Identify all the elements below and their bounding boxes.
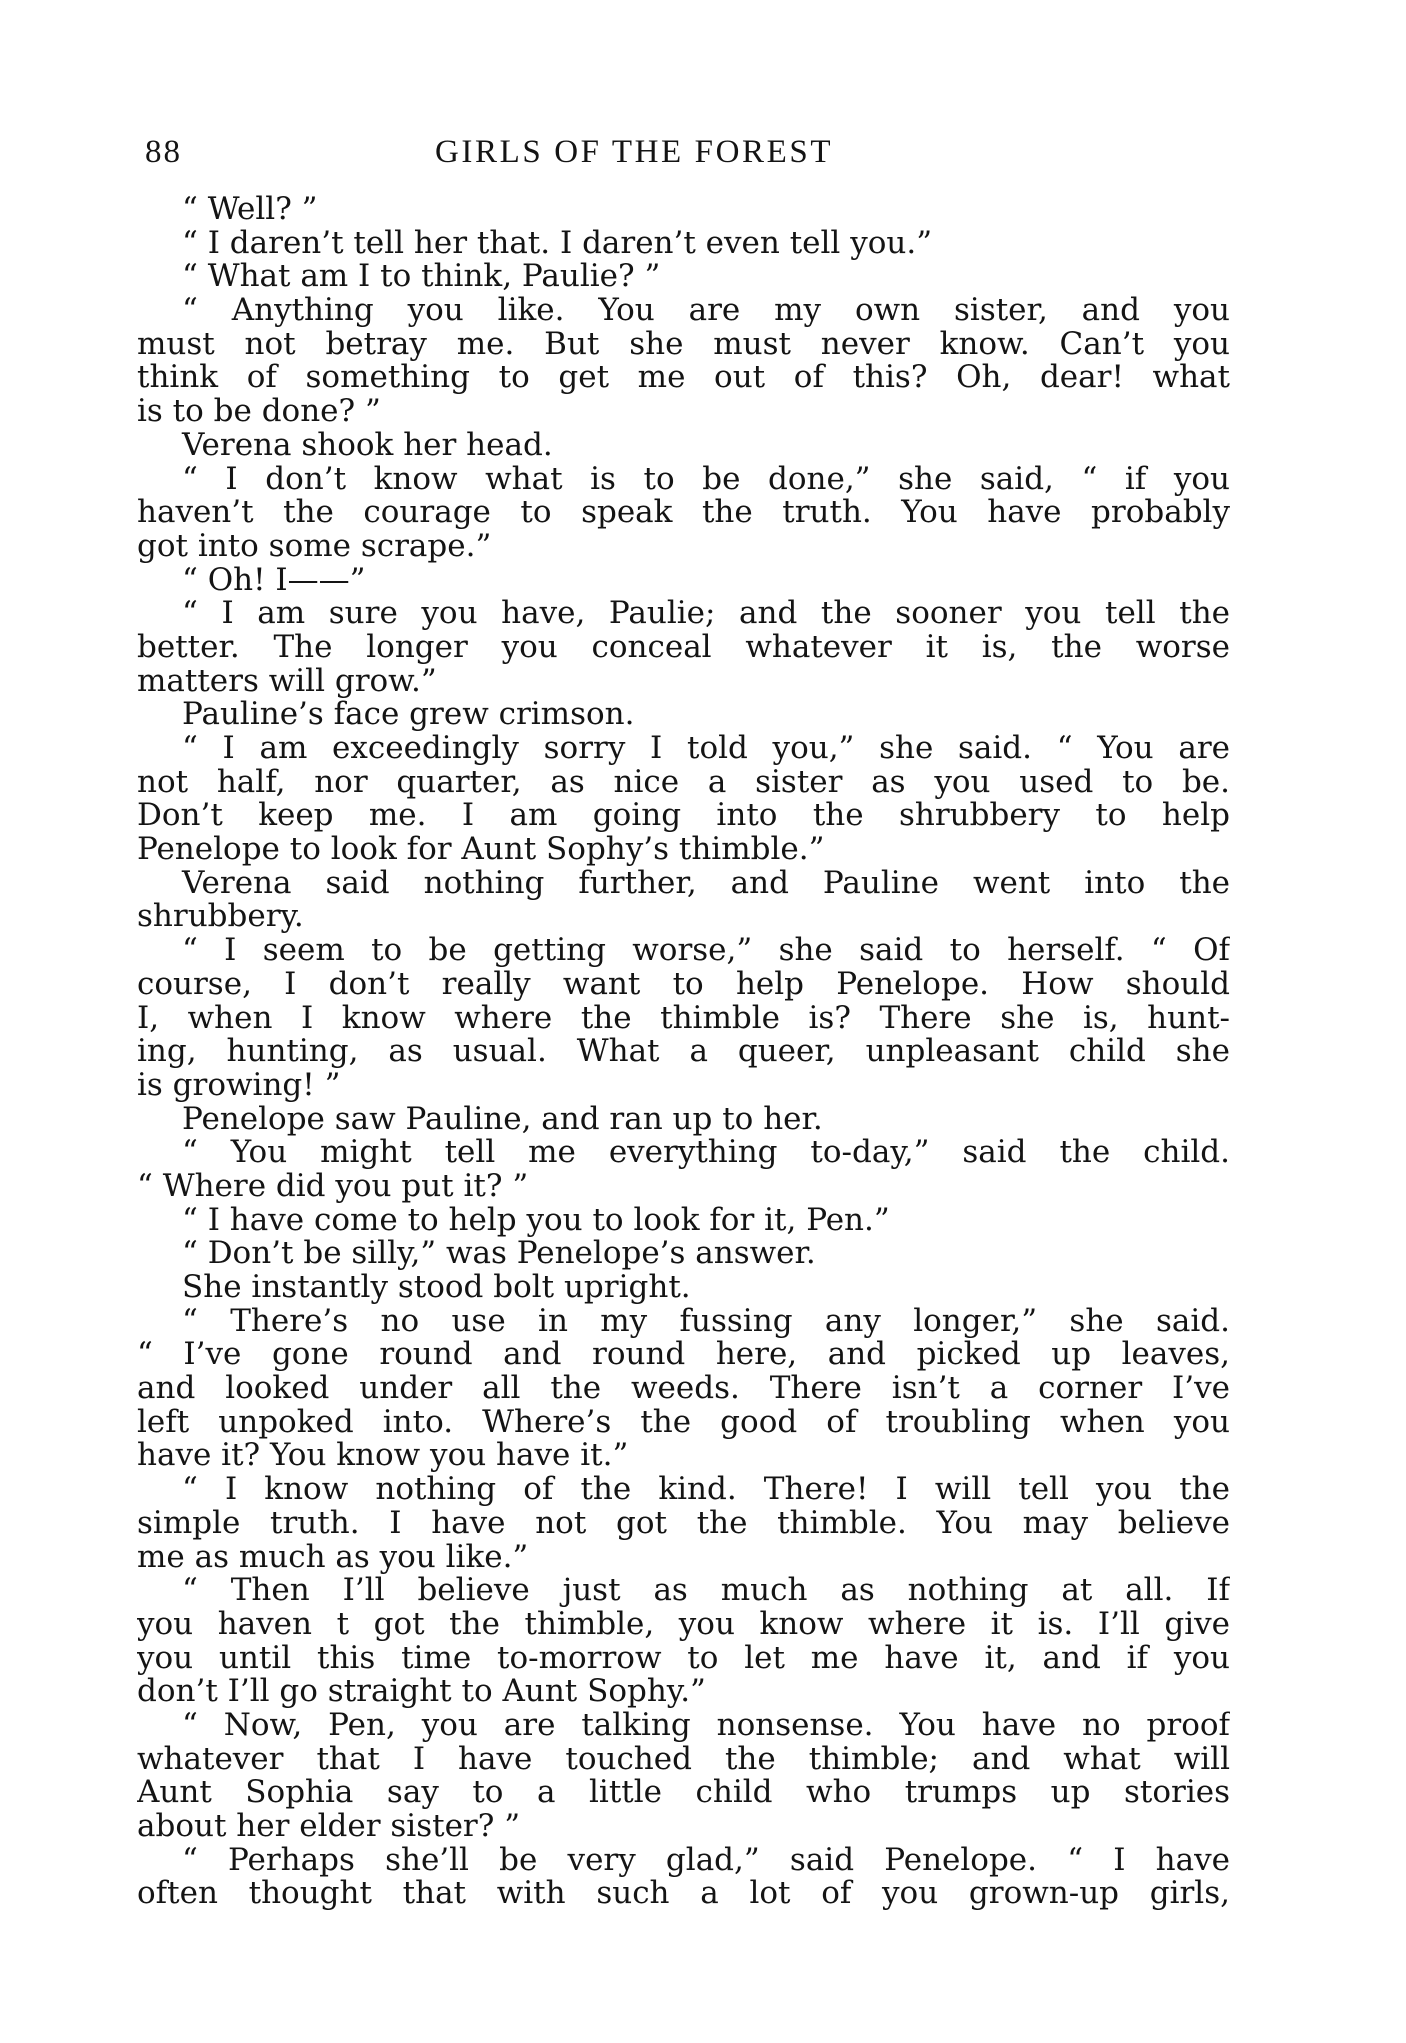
text-line: “ Where did you put it? ” [137,1169,529,1204]
text-line: “ I am sure you have, Paulie; and the sooner you tell the [182,597,1230,631]
running-title: GIRLS OF THE FOREST [435,134,834,170]
text-line: “ You might tell me everything to-day,” said the child. [182,1136,1230,1170]
text-line: “ I am exceedingly sorry I told you,” she said. “ You are [182,732,1230,766]
text-line: and looked under all the weeds. There isn’t a corner I’ve [137,1372,1230,1406]
text-line: “ Well? ” [182,193,318,227]
text-line: think of something to get me out of this? Oh, dear! what [137,361,1230,396]
text-line: “ I daren’t tell her that. I daren’t even tell you.” [182,226,933,261]
text-line: “ Anything you like. You are my own sister, and you [182,294,1230,328]
text-line: ing, hunting, as usual. What a queer, unpleasant child she [137,1035,1230,1069]
text-line: “ Now, Pen, you are talking nonsense. You have no proof [182,1708,1230,1743]
text-line: “ There’s no use in my fussing any longer,” she said. [182,1304,1230,1339]
text-line: left unpoked into. Where’s the good of troubling when you [137,1405,1230,1440]
page-number: 88 [145,134,182,170]
text-line: often thought that with such a lot of you grown-up girls, [137,1877,1230,1912]
body-text [137,193,1230,1911]
text-line: you haven t got the thimble, you know where it is. I’ll give [137,1607,1230,1642]
text-line: must not betray me. But she must never know. Can’t you [137,327,1230,362]
text-line: “ Oh! I——” [182,563,366,598]
page-header [145,134,1235,174]
text-line: She instantly stood bolt upright. [182,1271,691,1305]
text-line: got into some scrape.” [137,529,492,564]
text-line: “ Then I’ll believe just as much as nothing at all. If [182,1574,1230,1608]
text-line: “ I don’t know what is to be done,” she said, “ if you [182,462,1230,497]
text-line: “ I seem to be getting worse,” she said to herself. “ Of [182,934,1230,968]
text-line: haven’t the courage to speak the truth. You have probably [137,496,1230,530]
text-line: Penelope saw Pauline, and ran up to her. [182,1102,823,1137]
text-line: Don’t keep me. I am going into the shrubbery to help [137,799,1230,834]
text-line: “ What am I to think, Paulie? ” [182,260,661,295]
text-line: is growing! ” [137,1068,341,1103]
text-line: course, I don’t really want to help Penelope. How should [137,967,1230,1002]
text-line: is to be done? ” [137,395,381,429]
text-line: have it? You know you have it.” [137,1439,629,1474]
text-line: you until this time to-morrow to let me have it, and if you [137,1641,1230,1676]
text-line: shrubbery. [137,900,304,935]
text-line: “ I know nothing of the kind. There! I will tell you the [182,1473,1230,1507]
text-line: Verena shook her head. [182,428,553,463]
text-line: Verena said nothing further, and Pauline went into the [182,866,1230,901]
text-line: better. The longer you conceal whatever it is, the worse [137,630,1230,665]
text-line: whatever that I have touched the thimble; and what will [137,1742,1230,1777]
text-line: Penelope to look for Aunt Sophy’s thimble.” [137,833,825,867]
text-line: don’t I’ll go straight to Aunt Sophy.” [137,1675,706,1709]
text-line: matters will grow.” [137,664,437,699]
text-line: “ I have come to help you to look for it, Pen.” [182,1203,890,1238]
text-line: Pauline’s face grew crimson. [182,698,635,732]
text-line: “ Perhaps she’ll be very glad,” said Penelope. “ I have [182,1843,1230,1878]
text-line: not half, nor quarter, as nice a sister as you used to be. [137,765,1230,800]
text-line: simple truth. I have not got the thimble. You may believe [137,1506,1230,1541]
text-line: Aunt Sophia say to a little child who trumps up stories [137,1776,1230,1810]
text-line: about her elder sister? ” [137,1810,521,1844]
text-line: “ Don’t be silly,” was Penelope’s answer. [182,1237,816,1271]
text-line: “ I’ve gone round and round here, and picked up leaves, [137,1338,1230,1373]
text-line: I, when I know where the thimble is? There she is, hunt- [137,1001,1230,1036]
text-line: me as much as you like.” [137,1540,529,1575]
